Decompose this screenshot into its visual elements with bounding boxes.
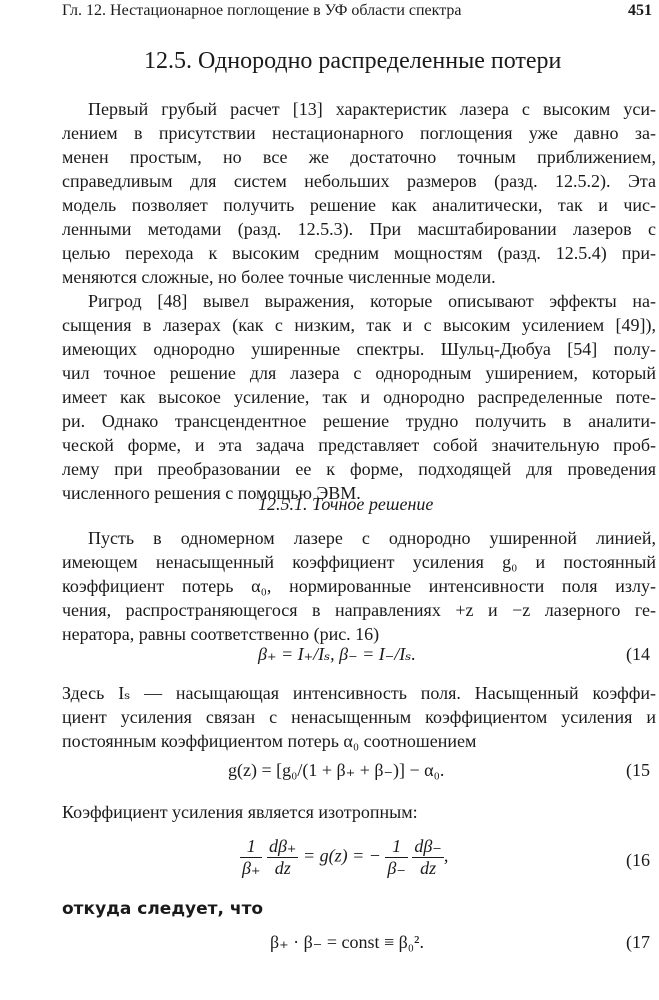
equation-number: (16	[626, 850, 650, 870]
paragraph-6: откуда следует, что	[62, 899, 264, 919]
text-line: численного решения с помощью ЭВМ.	[62, 483, 361, 503]
equation-text: g(z) = [g₀/(1 + β₊ + β₋)] − α₀.	[228, 760, 445, 780]
fraction: $\frac{d\beta_+}{dz}$	[268, 836, 297, 878]
text-line: Пусть в одномерном лазере с однородно уширенной линией,	[88, 528, 656, 548]
equation-text: β₊ = I₊/Iₛ, β₋ = I₋/Iₛ.	[258, 644, 416, 664]
text-line: справедливым для систем небольших размеров (разд. 12.5.2). Эта	[62, 171, 656, 191]
text-line: ри. Однако трансцендентное решение трудно получить в аналити-	[62, 411, 656, 431]
page-number: 451	[628, 2, 652, 19]
text-line: чения, распространяющегося в направлениях +z и −z лазерного ге-	[62, 600, 656, 620]
equation-body: $\frac{1}{\beta_+}$ $\frac{d\beta_+}{dz}$ = g(z) = − $\frac{1}{\beta_-}$ $\frac{d\beta_-}{dz}$ ,	[242, 836, 449, 878]
chapter-header: Гл. 12. Нестационарное поглощение в УФ области спектра	[62, 2, 462, 19]
text-line: ческой форме, и эта задача представляет собой значительную проб-	[62, 435, 656, 455]
text-line: нератора, равны соответственно (рис. 16)	[62, 624, 380, 644]
text-line: циент усиления связан с ненасыщенным коэффициентом усиления и	[62, 707, 656, 727]
text-line: Первый грубый расчет [13] характеристик лазера с высоким уси-	[88, 99, 656, 119]
section-title: 12.5. Однородно распределенные потери	[144, 48, 562, 74]
fraction: $\frac{1}{\beta_+}$	[242, 836, 261, 878]
equation-number: (14	[626, 644, 650, 664]
text-line: ленными методами (разд. 12.5.3). При масштабировании лазеров с	[62, 219, 656, 239]
equation-number: (15	[626, 760, 650, 780]
text-line: модель позволяет получить решение как аналитически, так и чис-	[62, 195, 656, 215]
equation-number: (17	[626, 932, 650, 952]
text-line: меняются сложные, но более точные численные модели.	[62, 267, 496, 287]
fraction: $\frac{1}{\beta_-}$	[387, 836, 406, 878]
text-line: Здесь Iₛ — насыщающая интенсивность поля. Насыщенный коэффи-	[62, 683, 656, 703]
subsection-title: 12.5.1. Точное решение	[258, 494, 434, 514]
fraction: $\frac{d\beta_-}{dz}$	[414, 836, 442, 878]
text-line: Ригрод [48] вывел выражения, которые описывают эффекты на-	[88, 291, 656, 311]
text-line: целью перехода к высоким средним мощностям (разд. 12.5.4) при-	[62, 243, 656, 263]
equation-text: β₊ · β₋ = const ≡ β₀².	[270, 932, 424, 952]
text-line: чил точное решение для лазера с однородным уширением, который	[62, 363, 656, 383]
text-line: сыщения в лазерах (как с низким, так и с высоким усилением [49]),	[62, 315, 656, 335]
text-line: постоянным коэффициентом потерь α₀ соотношением	[62, 731, 477, 751]
text-line: лением в присутствии нестационарного поглощения уже давно за-	[62, 123, 656, 143]
text-line: имеет как высокое усиление, так и однородно распределенные поте-	[62, 387, 656, 407]
text-line: лему при преобразовании ее к форме, подходящей для проведения	[62, 459, 656, 479]
text-line: имеющих однородно уширенные спектры. Шульц-Дюбуа [54] полу-	[62, 339, 656, 359]
paragraph-5: Коэффициент усиления является изотропным:	[62, 802, 418, 822]
equation-middle: = g(z) = −	[302, 845, 381, 866]
text-line: имеющем ненасыщенный коэффициент усиления g₀ и постоянный	[62, 552, 656, 572]
text-line: менен простым, но все же достаточно точным приближением,	[62, 147, 656, 167]
text-line: коэффициент потерь α₀, нормированные интенсивности поля излу-	[62, 576, 656, 596]
